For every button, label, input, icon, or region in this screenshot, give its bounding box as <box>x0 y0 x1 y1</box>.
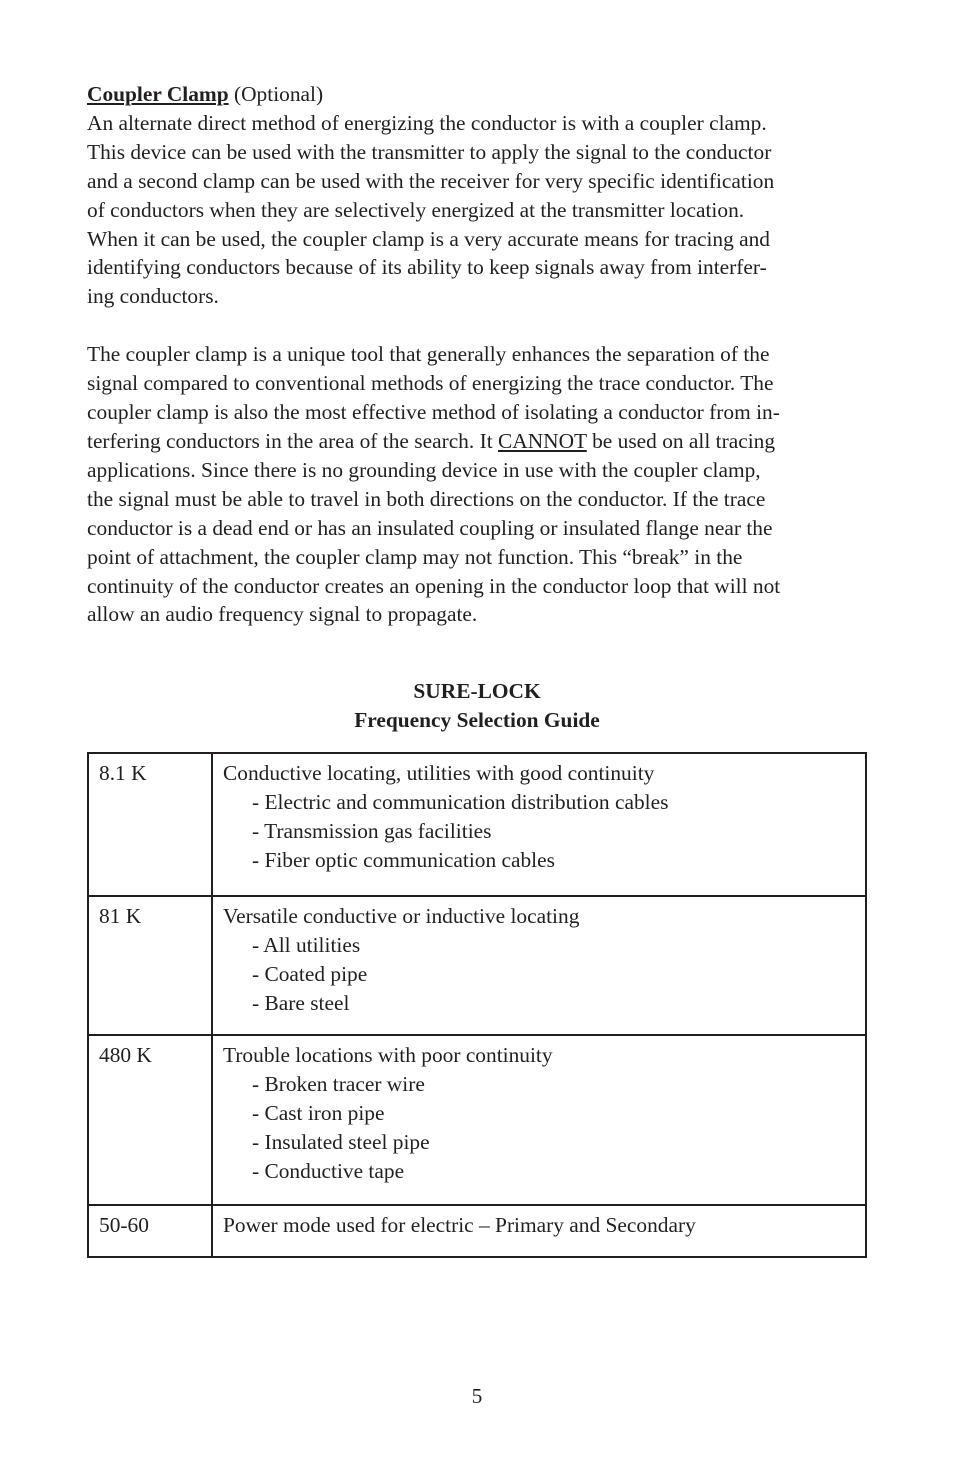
list-item: - Coated pipe <box>252 962 368 986</box>
paragraph-line: applications. Since there is no grounding device in use with the coupler clamp, <box>87 457 761 482</box>
paragraph-line: This device can be used with the transmitter to apply the signal to the conductor <box>87 139 772 164</box>
emphasis-cannot: CANNOT <box>498 428 587 453</box>
list-item: - Broken tracer wire <box>252 1072 425 1096</box>
section-heading-suffix: (Optional) <box>228 82 324 106</box>
guide-title <box>87 677 867 735</box>
list-item: - Cast iron pipe <box>252 1101 385 1125</box>
table-row <box>88 1035 866 1205</box>
table-row <box>88 896 866 1035</box>
list-item: - Bare steel <box>252 991 350 1015</box>
list-item: - Conductive tape <box>252 1159 405 1183</box>
description-text: Versatile conductive or inductive locating <box>223 904 580 928</box>
page-number: 5 <box>471 1384 483 1408</box>
frequency-cell: 50-60 <box>88 1205 212 1257</box>
list-item: - Fiber optic communication cables <box>252 848 555 872</box>
section-heading: Coupler Clamp <box>87 82 229 106</box>
guide-title-brand: SURE-LOCK <box>413 679 541 703</box>
frequency-cell: 480 K <box>88 1035 212 1205</box>
text-fragment: be used on all tracing <box>586 428 776 453</box>
description-text: Power mode used for electric – Primary and Secondary <box>223 1213 696 1237</box>
paragraph-line: conductor is a dead end or has an insulated coupling or insulated flange near the <box>87 515 773 540</box>
paragraph-line: continuity of the conductor creates an opening in the conductor loop that will not <box>87 573 781 598</box>
paragraph-line <box>87 427 869 456</box>
description-text: Trouble locations with poor continuity <box>223 1043 553 1067</box>
body-text <box>87 80 869 629</box>
list-item: - Transmission gas facilities <box>252 819 492 843</box>
guide-title-subtitle: Frequency Selection Guide <box>354 708 600 732</box>
paragraph-2 <box>87 340 869 629</box>
paragraph-line: allow an audio frequency signal to propagate. <box>87 602 478 627</box>
text-fragment: terfering conductors in the area of the search. It <box>87 428 498 453</box>
paragraph-line: and a second clamp can be used with the receiver for very specific identification <box>87 168 775 193</box>
frequency-cell: 81 K <box>88 896 212 1035</box>
table-row <box>88 753 866 896</box>
paragraph-line: An alternate direct method of energizing the conductor is with a coupler clamp. <box>87 110 767 135</box>
description-cell <box>212 1205 866 1257</box>
paragraph-line: signal compared to conventional methods of energizing the trace conductor. The <box>87 371 774 396</box>
paragraph-line: the signal must be able to travel in both directions on the conductor. If the trace <box>87 486 766 511</box>
list-item: - Electric and communication distribution cables <box>252 790 669 814</box>
section-heading-line <box>87 80 869 109</box>
description-cell <box>212 1035 866 1205</box>
paragraph-line: coupler clamp is also the most effective method of isolating a conductor from in- <box>87 400 780 425</box>
paragraph-line: The coupler clamp is a unique tool that generally enhances the separation of the <box>87 342 770 367</box>
description-cell <box>212 753 866 896</box>
paragraph-line: ing conductors. <box>87 284 219 309</box>
description-text: Conductive locating, utilities with good continuity <box>223 761 655 785</box>
table-row <box>88 1205 866 1257</box>
paragraph-line: of conductors when they are selectively energized at the transmitter location. <box>87 197 745 222</box>
list-item: - Insulated steel pipe <box>252 1130 430 1154</box>
paragraph-1 <box>87 109 869 311</box>
description-cell <box>212 896 866 1035</box>
paragraph-line: When it can be used, the coupler clamp is a very accurate means for tracing and <box>87 226 771 251</box>
paragraph-line: point of attachment, the coupler clamp may not function. This “break” in the <box>87 544 743 569</box>
frequency-cell: 8.1 K <box>88 753 212 896</box>
paragraph-line: identifying conductors because of its ability to keep signals away from interfer- <box>87 255 767 280</box>
frequency-table <box>87 752 867 1258</box>
list-item: - All utilities <box>252 933 361 957</box>
